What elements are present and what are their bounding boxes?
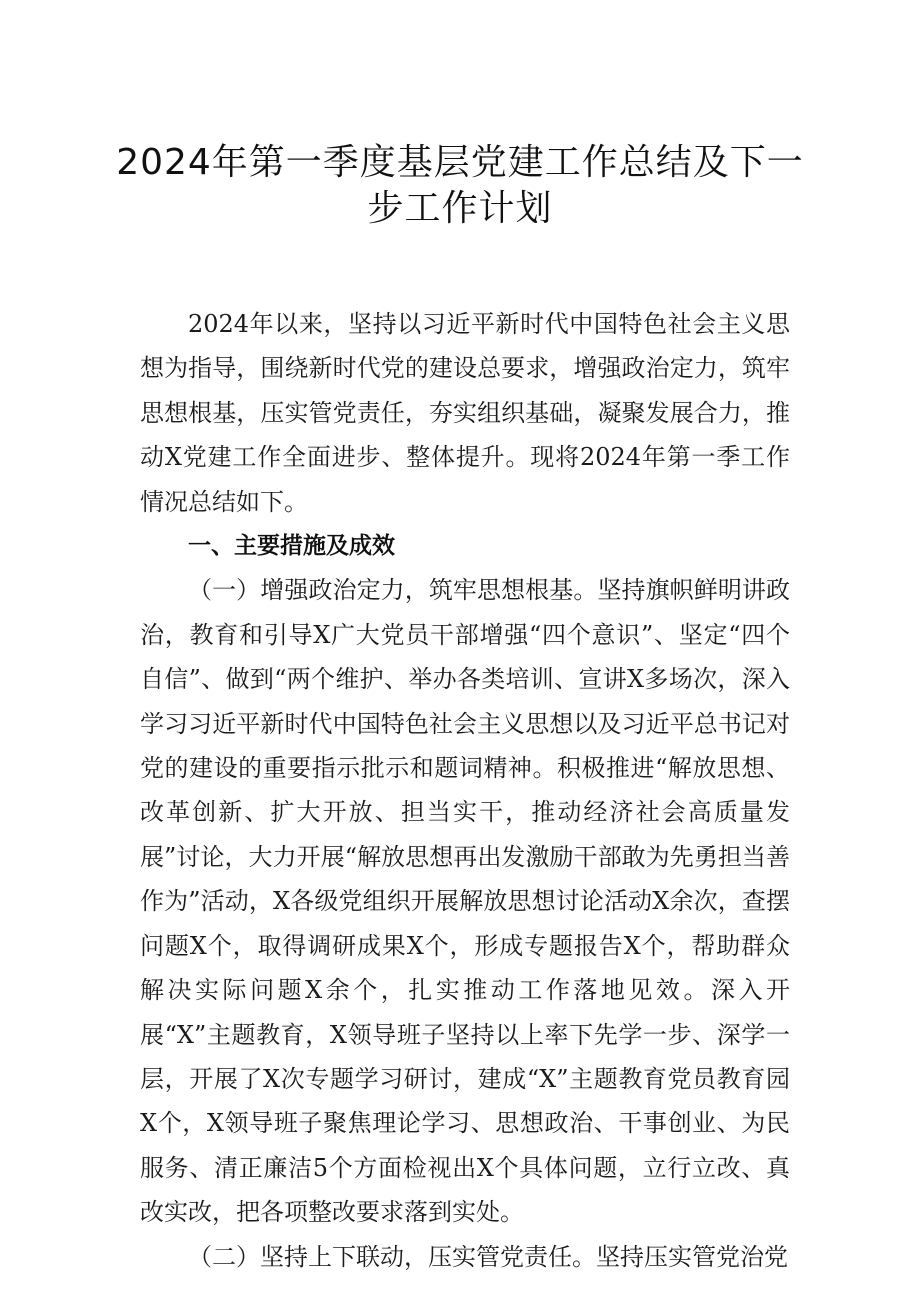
paragraph-1: （一）增强政治定力，筑牢思想根基。坚持旗帜鲜明讲政治，教育和引导X广大党员干部增强“四个意识”、坚定“四个自信”、做到“两个维护、举办各类培训、宣讲X多场次，深入学习习近平新时代中国特色社会主义思想以及习近平总书记对党的建设的重要指示批示和题词精神。积极推进“解放思想、改革创新、扩大开放、担当实干，推动经济社会高质量发展”讨论，大力开展“解放思想再出发激励干部敢为先勇担当善作为”活动，X各级党组织开展解放思想讨论活动X余次，查摆问题X个，取得调研成果X个，形成专题报告X个，帮助群众解决实际问题X余个，扎实推动工作落地见效。深入开展“X”主题教育，X领导班子坚持以上率下先学一步、深学一层，开展了X次专题学习研讨，建成“X”主题教育党员教育园X个，X领导班子聚焦理论学习、思想政治、干事创业、为民服务、清正廉洁5个方面检视出X个具体问题，立行立改、真改实改，把各项整改要求落到实处。 <box>140 576 790 1227</box>
intro-paragraph: 2024年以来，坚持以习近平新时代中国特色社会主义思想为指导，围绕新时代党的建设总要求，增强政治定力，筑牢思想根基，压实管党责任，夯实组织基础，凝聚发展合力，推动X党建工作全面进步、整体提升。现将2024年第一季工作情况总结如下。 <box>140 310 790 516</box>
document-title-line-1: 2024年第一季度基层党建工作总结及下一 <box>116 142 804 183</box>
document-title-line-2: 步工作计划 <box>367 188 553 229</box>
paragraph-2: （二）坚持上下联动，压实管党责任。坚持压实管党治党 <box>188 1242 788 1271</box>
document-body <box>140 302 790 1279</box>
section-heading: 一、主要措施及成效 <box>188 533 395 560</box>
